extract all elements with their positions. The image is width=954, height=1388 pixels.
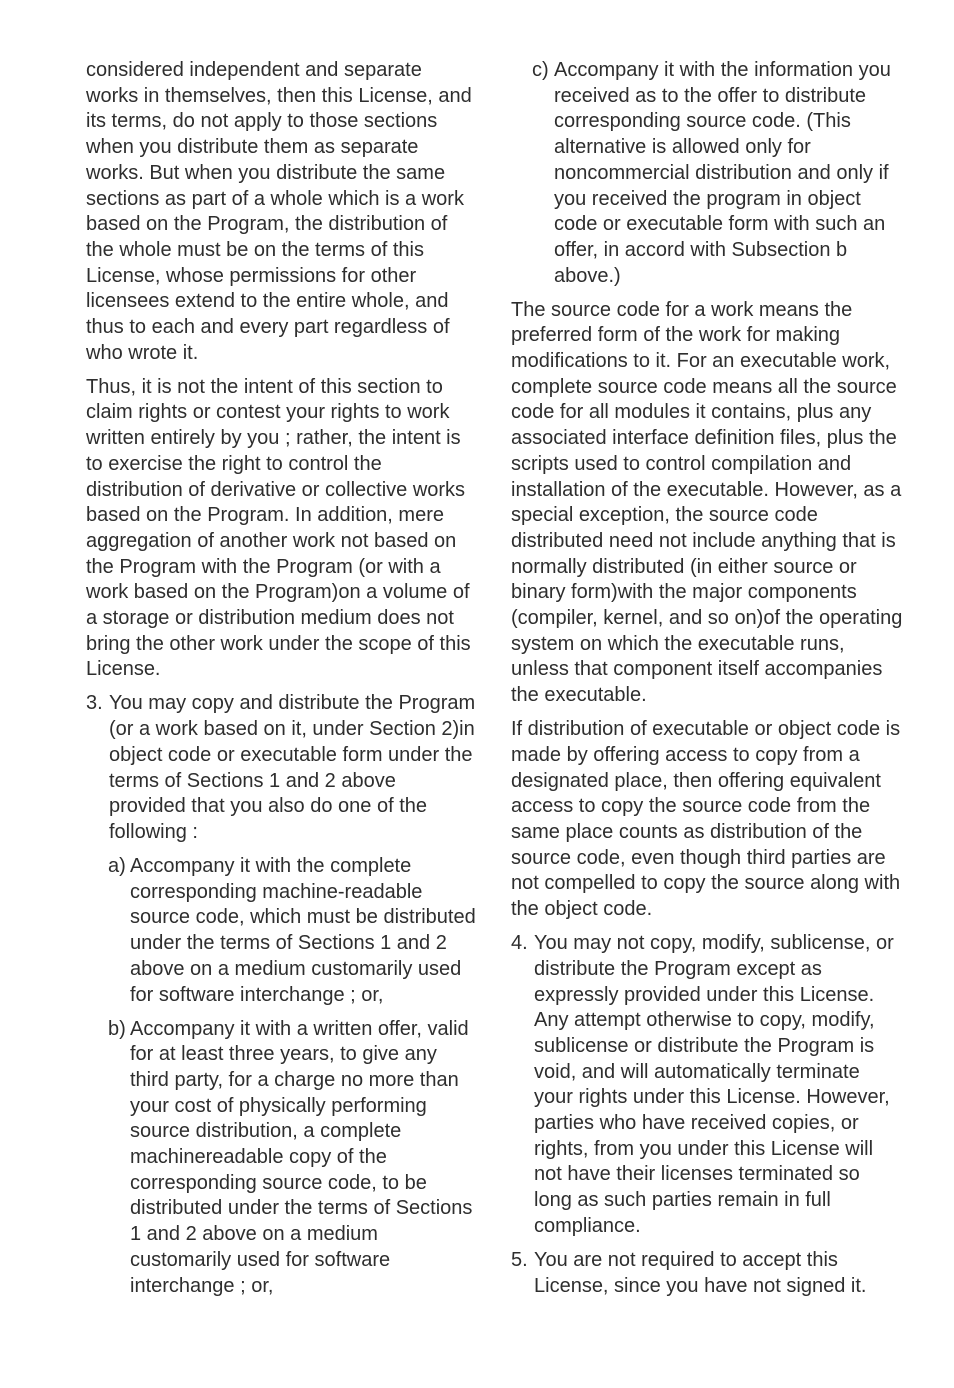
list-item-text: You may copy and distribute the Program (or a work based on it, under Section 2)in object code or executable form under the terms of Sections 1 and 2 above provided that you also do one of the following : <box>109 692 476 843</box>
list-item-c <box>511 58 903 289</box>
list-item-text: You may not copy, modify, sublicense, or distribute the Program except as expressly provided under this License. Any attempt otherwise to copy, modify, sublicense or distribute the Program is void, and will automatically terminate your rights under this License. However, parties who have received copies, or rights, from you under this License will not have their licenses terminated so long as such parties remain in full compliance. <box>534 932 894 1237</box>
list-item-text: Accompany it with the information you received as to the offer to distribute corresponding source code. (This alternative is allowed only for noncommercial distribution and only if you received the program in object code or executable form with such an offer, in accord with Subsection b above.) <box>554 59 891 287</box>
list-item-b <box>86 1017 478 1300</box>
list-item-5 <box>511 1248 903 1299</box>
list-marker: 4. <box>511 932 528 955</box>
list-marker: c) <box>532 59 549 81</box>
paragraph-source-code: The source code for a work means the preferred form of the work for making modifications to it. For an executable work, complete source code means all the source code for all modules it contains, plus any associated interface definition files, plus the scripts used to control compilation and installation of the executable. However, as a special exception, the source code distributed need not include anything that is normally distributed (in either source or binary form)with the major components (compiler, kernel, and so on)of the operating system on which the executable runs, unless that component itself accompanies the executable. <box>511 298 903 707</box>
list-item-4 <box>511 931 903 1239</box>
left-column <box>86 58 478 1308</box>
list-item-text: You are not required to accept this License, since you have not signed it. <box>534 1248 867 1297</box>
list-item-text: Accompany it with the complete corresponding machine-readable source code, which must be distributed under the terms of Sections 1 and 2 above on a medium customarily used for software interchange ; or, <box>130 854 476 1006</box>
list-marker: a) <box>108 854 126 877</box>
right-column <box>511 58 903 1308</box>
list-item-3 <box>86 691 478 845</box>
paragraph-distribution: If distribution of executable or object code is made by offering access to copy from a designated place, then offering equivalent access to copy the source code from the same place counts as distribution of the source code, even though third parties are not compelled to copy the source along with the object code. <box>511 718 901 921</box>
list-item-text: Accompany it with a written offer, valid for at least three years, to give any third party, for a charge no more than your cost of physically performing source distribution, a complete machinereadable copy of the corresponding source code, to be distributed under the terms of Sections 1 and 2 above on a medium customarily used for software interchange ; or, <box>130 1017 473 1297</box>
list-marker: 3. <box>86 692 103 715</box>
list-item-a <box>86 854 478 1008</box>
paragraph-intent: Thus, it is not the intent of this section to claim rights or contest your rights to work written entirely by you ; rather, the intent is to exercise the right to control the distribution of derivative or collective works based on the Program. In addition, mere aggregation of another work not based on the Program with the Program (or with a work based on the Program)on a volume of a storage or distribution medium does not bring the other work under the scope of this License. <box>86 375 471 681</box>
list-marker: 5. <box>511 1248 528 1271</box>
list-marker: b) <box>108 1017 126 1040</box>
paragraph-separate-works: considered independent and separate works in themselves, then this License, and its terms, do not apply to those sections when you distribute them as separate works. But when you distribute the same sections as part of a whole which is a work based on the Program, the distribution of the whole must be on the terms of this License, whose permissions for other licensees extend to the entire whole, and thus to each and every part regardless of who wrote it. <box>86 59 472 364</box>
